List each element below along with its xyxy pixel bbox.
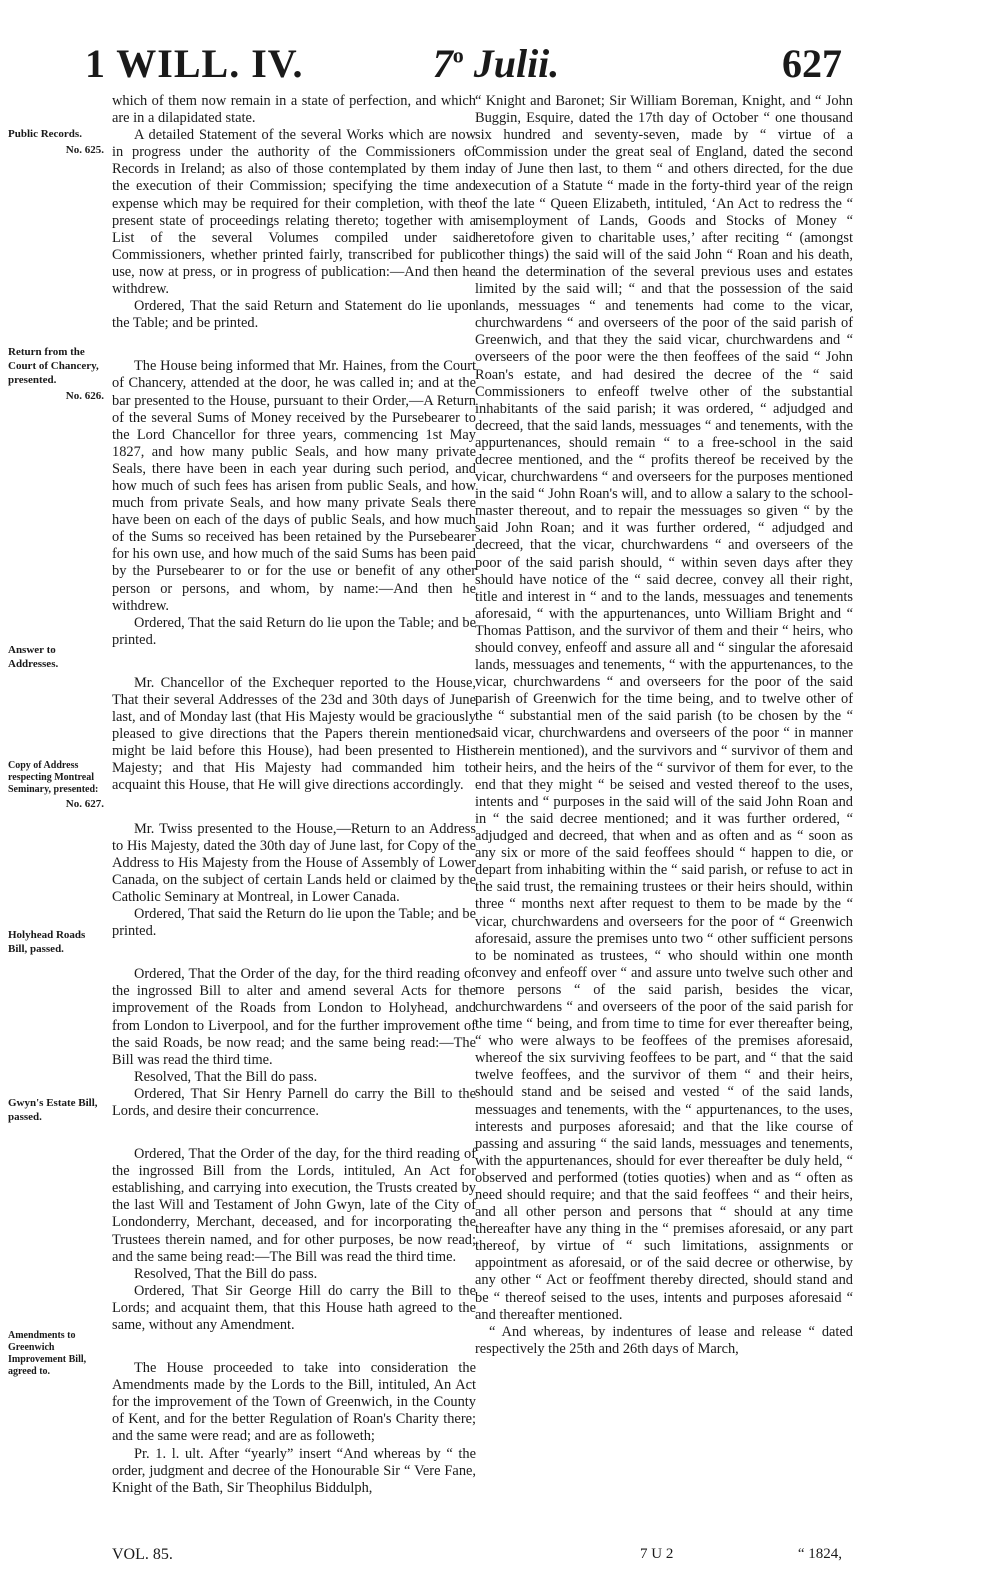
- paragraph: Ordered, That the said Return and Statement do lie upon the Table; and be printed.: [112, 298, 476, 332]
- paragraph: The House proceeded to take into consideration the Amendments made by the Lords to the Bill, intituled, An Act for the improvement of the Town of Greenwich, in the County of Kent, and for the better Regulation of Roan's Charity there; and the same were read; and are as followeth;: [112, 1360, 476, 1445]
- regnal-year: 1 WILL. IV.: [85, 41, 304, 86]
- margin-note-gwyn-estate: [8, 1096, 104, 1124]
- signature-mark: 7 U 2: [640, 1546, 674, 1562]
- left-column: [112, 93, 476, 1497]
- margin-note-number: No. 627.: [65, 798, 104, 810]
- paragraph: The House being informed that Mr. Haines, from the Court of Chancery, attended at the door, he was called in; and at the bar presented to the House, pursuant to their Order,—A Return of the several Sums of Money received by the Pursebearer to the Lord Chancellor for three years, commencing 1st May 1827, and how many public Seals, and how many private Seals, there have been in each year during such period, and how much of such fees has arisen from public Seals, and how much from private Seals, and how many private Seals there have been on each of the days of public Seals, and how much of the Sums so received has been retained by the Pursebearer for his own use, and how much of the said Sums has been paid by the Pursebearer to or for the use or benefit of any other person or persons, and whom, by name:—And then he withdrew.: [112, 358, 476, 614]
- header-date-ordinal: o: [452, 42, 464, 68]
- header-date-number: 7: [432, 41, 453, 86]
- paragraph: Ordered, That the said Return do lie upon the Table; and be printed.: [112, 614, 476, 648]
- margin-note-greenwich-amendments: [8, 1330, 104, 1378]
- catchword: “ 1824,: [797, 1546, 842, 1562]
- margin-note-public-records: [8, 127, 104, 157]
- volume-number: VOL. 85.: [112, 1546, 173, 1563]
- quoted-paragraph: “ And whereas, by indentures of lease and release “ dated respectively the 25th and 26th days of March,: [475, 1323, 853, 1357]
- margin-note-title: Amendments to Greenwich Improvement Bill, agreed to.: [8, 1330, 87, 1377]
- margin-note-answer-addresses: [8, 643, 104, 671]
- paragraph: Resolved, That the Bill do pass.: [134, 1265, 318, 1282]
- margin-note-chancery-return: [8, 345, 104, 403]
- header-date-month: Julii.: [473, 41, 560, 86]
- paragraph: Resolved, That the Bill do pass.: [134, 1068, 318, 1085]
- quoted-paragraph: “ Knight and Baronet; Sir William Boreman, Knight, and “ John Buggin, Esquire, dated the 17th day of October “ one thousand six hundred and seventy-seven, made by “ virtue of a Commission under the great seal of England, dated the second day of June then last, to them “ and others directed, for the due execution of a Statute “ made in the forty-third year of the reign of the late “ Queen Elizabeth, intituled, ‘An Act to redress the “ misemployment of Lands, Goods and Stocks of Money “ heretofore given to charitable uses,’ after reciting “ (amongst other things) the said will of the said John “ Roan and his death, and the determination of the several previous uses and estates limited by the said will; “ and that the possession of the said lands, messuages “ and tenements had come to the vicar, churchwardens “ and overseers of the poor of the said parish of Greenwich, and that they the said vicar, churchwardens and “ overseers of the poor were the then feoffees of the said “ John Roan's estate, and had desired the decree of the “ said Commissioners to enfeoff twelve other of the substantial inhabitants of the said parish; it was ordered, “ adjudged and decreed, that the said lands, messuages “ and tenements, with the appurtenances, should remain “ to a free-school in the said decree mentioned, and the “ profits thereof be received by the vicar, churchwardens “ and overseers for the purposes mentioned in the said “ John Roan's will, and to allow a salary to the school-master thereout, and to repair the messuages so given “ by the said John Roan; and it was further ordered, “ adjudged and decreed, that the vicar, churchwardens “ and overseers of the poor of the said parish should, “ within seven days after they should have notice of the “ said decree, convey all their right, title and interest in “ and to the lands, messuages and tenements aforesaid, “ with the appurtenances, unto William Bright and “ Thomas Pattison, and the survivor of them and their “ heirs, who should convey, enfeoff and assure all and “ singular the aforesaid lands, messuages and tenements, “ with the appurtenances, to the vicar, churchwardens “ and overseers for the poor of the said parish of Greenwich for the time being, and to twelve other of the “ substantial men of the said parish (to be chosen by the “ said vicar, churchwardens and overseers of the poor “ in manner therein mentioned), and the survivors and “ survivor of them and their heirs, and the heirs of the “ survivor of them for ever, to the end that they might “ be seised and vested thereof to the uses, intents and “ purposes in the said will of the said John Roan and in “ the said decree mentioned; and it was further ordered, “ adjudged and decreed, that when and as often and as “ soon as any six or more of the said feoffees should “ happen to die, or depart from inhabiting within the “ said parish, or refuse to act in the said trust, the remaining trustees or their heirs should, within three “ months next after request to them to be made by the “ vicar, churchwardens and overseers for the poor of “ Greenwich aforesaid, assure the premises unto two “ other sufficient persons to be nominated as trustees, “ who should within one month convey and enfeoff over “ and assure unto twelve such other and more persons “ of the said parish, besides the vicar, churchwardens “ and overseers of the poor of the said parish for the time “ being, and from time to time for ever thereafter being, “ who were always to be feoffees of the premises aforesaid, whereof the six surviving feoffees to be part, and “ that the said twelve feoffees, and the survivor of them “ and their heirs, should stand and be seised and vested “ of the said lands, messuages and tenements, with the “ appurtenances, to the uses, interests and purposes aforesaid; and that the like course of passing and assuring “ the said lands, messuages and tenements, with the appurtenances, should for ever thereafter be duly held, “ observed and performed (toties quoties) when and as “ often as need should require; and that the said feoffees “ and their heirs, and all other person and persons that “ should at any time thereafter have any thing in the “ premises aforesaid, or any part thereof, by virtue of “ such limitations, assignments or appointment as aforesaid, or of the said decree or otherwise, by any other “ Act or feoffment thereby directed, should stand and be “ thereof seised to the uses, intents and purposes aforesaid “ and thereafter mentioned.: [475, 93, 853, 1323]
- page-number: 627: [782, 41, 842, 86]
- margin-note-holyhead-roads: [8, 928, 104, 956]
- margin-note-title: Public Records.: [8, 128, 82, 140]
- paragraph: Ordered, That Sir Henry Parnell do carry the Bill to the Lords, and desire their concurrence.: [112, 1085, 476, 1119]
- paragraph: Ordered, That the Order of the day, for the third reading of the ingrossed Bill from the Lords, intituled, An Act for establishing, and carrying into execution, the Trusts created by the last Will and Testament of John Gwyn, late of the City of Londonderry, Merchant, deceased, and for incorporating the Trustees therein named, and for other purposes, be now read; and the same being read:—The Bill was read the third time.: [112, 1146, 476, 1265]
- margin-note-number: No. 625.: [65, 144, 104, 156]
- margin-note-montreal-seminary: [8, 760, 104, 810]
- margin-note-title: Return from the Court of Chancery, presented.: [8, 346, 99, 386]
- paragraph: Ordered, That Sir George Hill do carry the Bill to the Lords; and acquaint them, that this House hath agreed to the same, without any Amendment.: [112, 1282, 476, 1333]
- margin-note-number: No. 626.: [65, 390, 104, 402]
- paragraph: A detailed Statement of the several Works which are now in progress under the authority of the Commissioners of Records in Ireland; as also of those contemplated by them in the execution of their Commission; specifying the time and expense which may be required for their completion, with the present state of proceedings relating thereto; together with a List of the several Volumes compiled under said Commissioners, whether printed fairly, transcribed for public use, now at press, or in progress of publication:—And then he withdrew.: [112, 127, 476, 298]
- margin-note-title: Gwyn's Estate Bill, passed.: [8, 1097, 98, 1123]
- paragraph: Mr. Chancellor of the Exchequer reported to the House, That their several Addresses of the 23d and 30th days of June last, and of Monday last (that His Majesty would be graciously pleased to give directions that the Papers therein mentioned might be laid before this House), had been presented to His Majesty; and that His Majesty had commanded him to acquaint this House, that He will give directions accordingly.: [112, 674, 476, 794]
- header-date: [0, 40, 992, 87]
- right-column: [475, 93, 853, 1358]
- paragraph: Mr. Twiss presented to the House,—Return to an Address to His Majesty, dated the 30th day of June last, for Copy of the Address to His Majesty from the House of Assembly of Lower Canada, on the subject of certain Lands held or claimed by the Catholic Seminary at Montreal, in Lower Canada.: [112, 820, 476, 905]
- margin-note-title: Copy of Address respecting Montreal Seminary, presented:: [8, 760, 99, 795]
- page-header: [0, 40, 992, 96]
- margin-note-title: Answer to Addresses.: [8, 644, 59, 670]
- margin-note-title: Holyhead Roads Bill, passed.: [8, 929, 86, 955]
- paragraph: which of them now remain in a state of perfection, and which are in a dilapidated state.: [112, 93, 476, 127]
- paragraph: Pr. 1. l. ult. After “yearly” insert “And whereas by “ the order, judgment and decree of the Honourable Sir “ Vere Fane, Knight of the Bath, Sir Theophilus Biddulph,: [112, 1445, 476, 1496]
- paragraph: Ordered, That said the Return do lie upon the Table; and be printed.: [112, 906, 476, 940]
- paragraph: Ordered, That the Order of the day, for the third reading of the ingrossed Bill to alter and amend several Acts for the improvement of the Roads from London to Holyhead, and from London to Liverpool, and for the further improvement of the said Roads, be now read; and the same being read:—The Bill was read the third time.: [112, 966, 476, 1068]
